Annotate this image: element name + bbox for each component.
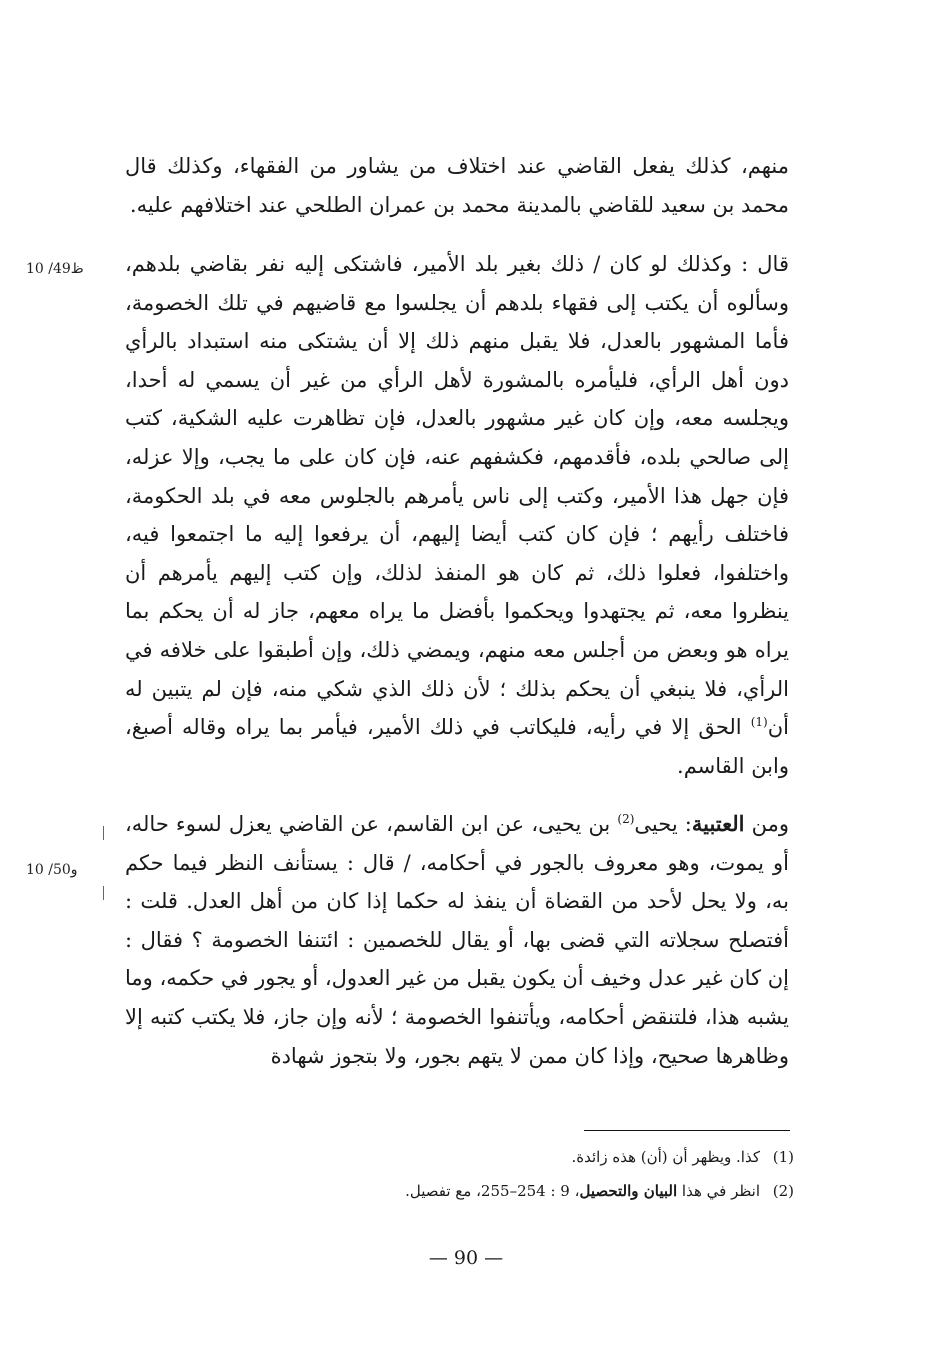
footnote-2-number: (2) (772, 1182, 794, 1200)
footnote-1-text: كذا. ويظهر أن (أن) هذه زائدة. (571, 1148, 760, 1166)
footnote-ref-2: (2) (617, 812, 635, 826)
footnote-2-text-end: ، 9 : 254–255، مع تفصيل. (405, 1182, 580, 1200)
footnote-ref-1: (1) (750, 715, 768, 730)
paragraph-3-rest: بن يحيى، عن ابن القاسم، عن القاضي يعزل لسوء حاله، أو يموت، وهو معروف بالجور في أحكامه، / قال : يستأنف النظر فيما حكم به، ولا يحل لأحد من القضاة أن ينفذ له حكما إذا كان من أهل العدل. قلت : أفتصلح سجلاته التي قضى بها، أو يقال للخصمين : ائتنفا الخصومة ؟ فقال : إن كان غير عدل وخيف أن يكون يقبل من غير العدول، أو يجور في حكمه، وما يشبه هذا، فلتنقض أحكامه، ويأتنفوا الخصومة ؛ لأنه وإن جاز، فلا يكتب كتبه إلا وظاهرها صحيح، وإذا كان ممن لا يتهم بجور، ولا بتجوز شهادة (125, 812, 789, 1068)
paragraph-2 (125, 245, 819, 785)
page-number: — 90 — (428, 1247, 504, 1269)
margin-tick (103, 886, 104, 900)
footnotes (300, 1140, 794, 1208)
margin-note-folio-49: 10 /49ظ (26, 261, 84, 277)
paragraph-3-start: ومن (744, 812, 789, 836)
paragraph-3 (125, 805, 819, 1075)
footnote-2-source-title: البيان والتحصيل (579, 1182, 678, 1200)
footnote-1 (300, 1140, 794, 1174)
paragraph-3-mid: : يحيى (634, 812, 692, 836)
footnote-1-number: (1) (772, 1148, 794, 1166)
paragraph-2-end: الحق إلا في رأيه، فليكاتب في ذلك الأمير، فيأمر بما يراه وقاله أصبغ، وابن القاسم. (125, 715, 789, 778)
margin-tick (103, 826, 104, 840)
footnote-2-text-start: انظر في هذا (677, 1182, 760, 1200)
paragraph-1 (125, 147, 789, 224)
margin-note-folio-50: 10 /50و (26, 862, 78, 878)
source-title-utbiyya: العتبية (691, 811, 745, 836)
footnote-2 (300, 1174, 794, 1208)
footnote-separator (584, 1130, 790, 1131)
paragraph-2-text: قال : وكذلك لو كان / ذلك بغير بلد الأمير، فاشتكى إليه نفر بقاضي بلدهم، وسألوه أن يكتب إلى فقهاء بلدهم أن يجلسوا مع قاضيهم في تلك الخصومة، فأما المشهور بالعدل، فلا يقبل منهم ذلك إلا أن يشتكى منه استبداد بالرأي دون أهل الرأي، فليأمره بالمشورة لأهل الرأي من غير أن يسمي له أحدا، ويجلسه معه، وإن كان غير مشهور بالعدل، فإن تظاهرت عليه الشكية، كتب إلى صالحي بلده، فأقدمهم، فكشفهم عنه، فإن كان على ما يجب، وإلا عزله، فإن جهل هذا الأمير، وكتب إلى ناس يأمرهم بالجلوس معه في بلد الحكومة، فاختلف رأيهم ؛ فإن كان كتب أيضا إليهم، أن يرفعوا إليه ما اجتمعوا فيه، واختلفوا، فعلوا ذلك، ثم كان هو المنفذ لذلك، وإن كتب إليهم يأمرهم أن ينظروا معه، ثم يجتهدوا ويحكموا بأفضل ما يراه معهم، جاز له أن يحكم بما يراه هو وبعض من أجلس معه منهم، ويمضي ذلك، وإن أطبقوا على خلافه في الرأي، فلا ينبغي أن يحكم بذلك ؛ لأن ذلك الذي شكي منه، فإن لم يتبين له أن (125, 252, 789, 740)
paragraph-1-text: منهم، كذلك يفعل القاضي عند اختلاف من يشاور من الفقهاء، وكذلك قال محمد بن سعيد للقاضي بالمدينة محمد بن عمران الطلحي عند اختلافهم عليه. (125, 154, 789, 217)
